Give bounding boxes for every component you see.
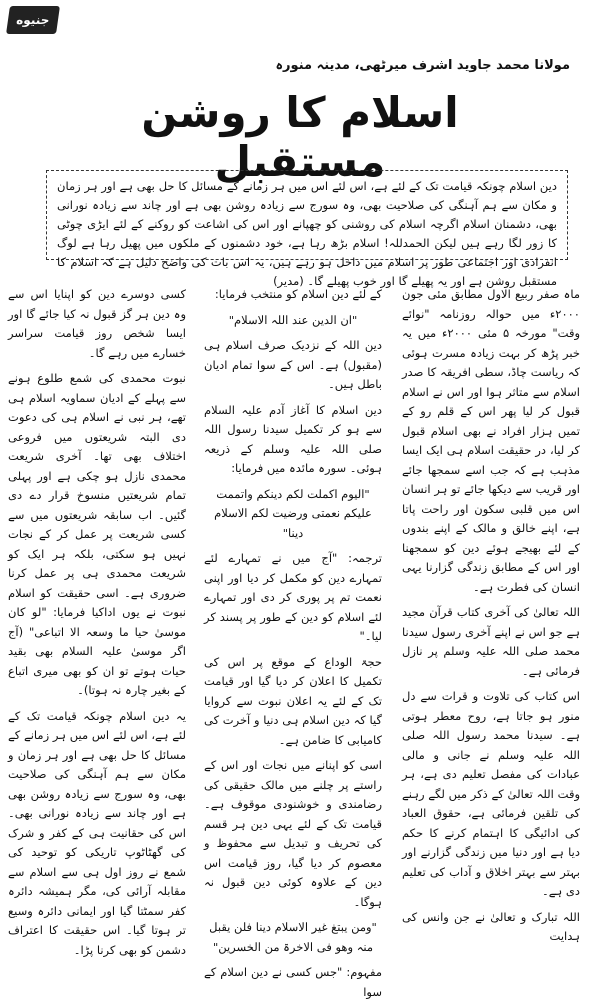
paragraph: کے لئے دین اسلام کو منتخب فرمایا: [214, 287, 382, 301]
paragraph: ترجمہ: "آج میں نے تمہارے لئے تمہارے دین کو مکمل کر دیا اور اپنی نعمت تم پر پوری کر دی اور تمہارے لئے اسلام کو دین کے طور پر پسند کر لیا۔" [204, 551, 382, 643]
quran-verse: "ومن یبتغ غیر الاسلام دینا فلن یقبل منہ وھو فی الاخرۃ من الخسرین" [209, 920, 377, 954]
paragraph: اللہ تبارک و تعالیٰ نے جن وانس کی ہدایت [402, 909, 580, 943]
intro-box [46, 170, 568, 288]
paragraph: حجۃ الوداع کے موقع پر اس کی تکمیل کا اعلان کر دیا گیا اور قیامت تک کے لئے یہ اعلان نبوت سے کروایا گیا کہ دین اسلام ہی دنیا و آخرت کی کامیابی کا ضامن ہے۔ [204, 654, 382, 747]
column-left [8, 285, 186, 957]
masthead-logo: جنیوه [6, 6, 60, 34]
paragraph: کسی دوسرے دین کو اپنایا اس سے وہ دین ہر گز قبول نہ کیا جائے گا اور ایسا شخص روز قیامت سراسر خسارے میں رہے گا۔ [8, 287, 186, 360]
paragraph: نبوت محمدی کی شمع طلوع ہونے سے پہلے کے ادیان سماویہ اسلام ہی تھے، ہر نبی نے اسلام ہی کی دعوت دی البتہ شریعتوں میں فروعی اختلاف بھی تھا۔ آخری شریعت محمدی نازل ہو چکی ہے اور پہلی تمام شریعتیں منسوخ قرار دے دی گئیں۔ اب سابقہ شریعتوں میں سے کسی شریعت پر عمل کر کے نجات نہیں ہو سکتی، بلکہ ہر ایک کو شریعت محمدی ہی پر عمل کرنا ضروری ہے۔ اسی حقیقت کو اسلام نبوت نے یوں اداکیا فرمایا: "لو کان موسیٰ حیا ما وسعہ الا اتباعی" (آج اگر موسیٰ علیہ السلام بھی بقید حیات ہوتے تو ان کو بھی میری اتباع کے بغیر چارہ نہ ہوتا)۔ [8, 371, 186, 697]
paragraph: یہ دین اسلام چونکہ قیامت تک کے لئے ہے، اس لئے اس میں ہر زمانے کے مسائل کا حل بھی ہے اور ہر زمان و مکان سے ہم آہنگی کی صلاحیت بھی، وہ سورج سے زیادہ روشن بھی ہے اور چاند سے زیادہ نورانی بھی۔ اس کی حقانیت ہی کے کفر و شرک کی گھٹاٹوپ تاریکی کو توحید کی شمع نے روز اول ہی سے اسلام سے مقابلہ آرائی کی، مگر ہمیشہ دائرہ کفر سمٹتا گیا اور ایمانی دائرہ وسیع تر ہوتا گیا۔ اس حقیقت کا اعتراف دشمن کو بھی کرنا پڑا۔ [8, 708, 186, 957]
paragraph: اللہ تعالیٰ کی آخری کتاب قرآن مجید ہے جو اس نے اپنے آخری رسول سیدنا محمد صلی اللہ علیہ وسلم پر نازل فرمائی ہے۔ [402, 605, 580, 678]
paragraph: مفہوم: "جس کسی نے دین اسلام کے سوا [204, 965, 382, 999]
paragraph: دین اللہ کے نزدیک صرف اسلام ہی (مقبول) ہے۔ اس کے سوا تمام ادیان باطل ہیں۔ [204, 338, 382, 391]
article-title: اسلام کا روشن مستقبل [141, 88, 459, 186]
author-byline: مولانا محمد جاوید اشرف میرٹھی، مدینہ منورہ [275, 58, 570, 73]
intro-text: دین اسلام چونکہ قیامت تک کے لئے ہے، اس لئے اس میں ہر زمانے کے مسائل کا حل بھی ہے اور ہر زمان و مکان سے ہم آہنگی کی صلاحیت بھی، وہ سورج سے زیادہ روشن بھی ہے اور چاند سے زیادہ نورانی بھی، دشمنان اسلام اگرچہ اسلام کی روشنی کو چھپانے اور اس کی اشاعت کو روکنے کے لئے ایڑی چوٹی کا زور لگا رہے ہیں لیکن الحمدللہ! اسلام بڑھ رہا ہے، خود دشمنوں کے ملکوں میں پھیل رہا ہے لوگ انفرادی اور اجتماعی طور پر اسلام میں داخل ہو رہے ہیں، یہ اس بات کی واضح دلیل ہے کہ اسلام کا مستقبل روشن ہے اور یہ پھیلے گا اور خوب پھیلے گا۔ (مدیر) [57, 179, 557, 288]
paragraph: اس کتاب کی تلاوت و قرات سے دل منور ہو جاتا ہے، روح معطر ہوتی ہے۔ سیدنا محمد رسول اللہ صلی اللہ علیہ وسلم نے جانی و مالی عبادات کی مفصل تعلیم دی ہے، ہر وقت اللہ تعالیٰ کے ذکر میں لگے رہنے کی تلقین فرمائی ہے، حقوق العباد کی ادائیگی کا اہتمام کرنے کا حکم دیا ہے اور دنیا میں زندگی گزارنے اور بہتر سے بہتر اخلاق و آداب کی تعلیم دی ہے۔ [402, 689, 580, 898]
column-middle [204, 285, 382, 999]
paragraph: اسی کو اپنانے میں نجات اور اس کے راستے پر چلنے میں مالک حقیقی کی رضامندی و خوشنودی موقوف ہے۔ قیامت تک کے لئے یہی دین ہر قسم کی تحریف و تبدیل سے محفوظ و معصوم کر دیا گیا، روز قیامت اس دین کے علاوہ کوئی دین قبول نہ ہوگا۔ [204, 758, 382, 909]
paragraph: ماہ صفر ربیع الاول مطابق مئی جون ۲۰۰۰ء میں حوالہ روزنامہ "نوائے وقت" مورخہ ۵ مئی ۲۰۰۰ء میں یہ خبر پڑھ کر بہت زیادہ مسرت ہوئی کہ ریاست چاڈ، سطی افریقہ کا صدر اسلام سے متاثر ہوا اور اس نے اسلام قبول کر لیا پھر اس کے قلم رو کے تمیں ہزار افراد نے بھی اسلام قبول کر لیا، در حقیقت اسلام ہی ایک ایسا مذہب ہے کہ جب اسے سمجھا جائے اور قریب سے دیکھا جائے تو ہر انسان اس میں قلبی سکون اور راحت پاتا ہے، اپنے خالق و مالک کے اپنے بندوں کے لئے بھیجے ہوئے دین کو سمجھنا اور اس کے مطابق زندگی گزارنا یہی انسان کی فطرت ہے۔ [402, 287, 581, 594]
quran-verse: "ان الدین عند اللہ الاسلام" [228, 312, 358, 327]
column-right [402, 285, 581, 943]
paragraph: دین اسلام کا آغاز آدم علیہ السلام سے ہو کر تکمیل سیدنا رسول اللہ صلی اللہ علیہ وسلم کے ذریعہ ہوئی۔ سورہ مائدہ میں فرمایا: [204, 402, 382, 475]
quran-verse: "الیوم اکملت لکم دینکم واتممت علیکم نعمتی ورضیت لکم الاسلام دینا" [214, 486, 372, 540]
